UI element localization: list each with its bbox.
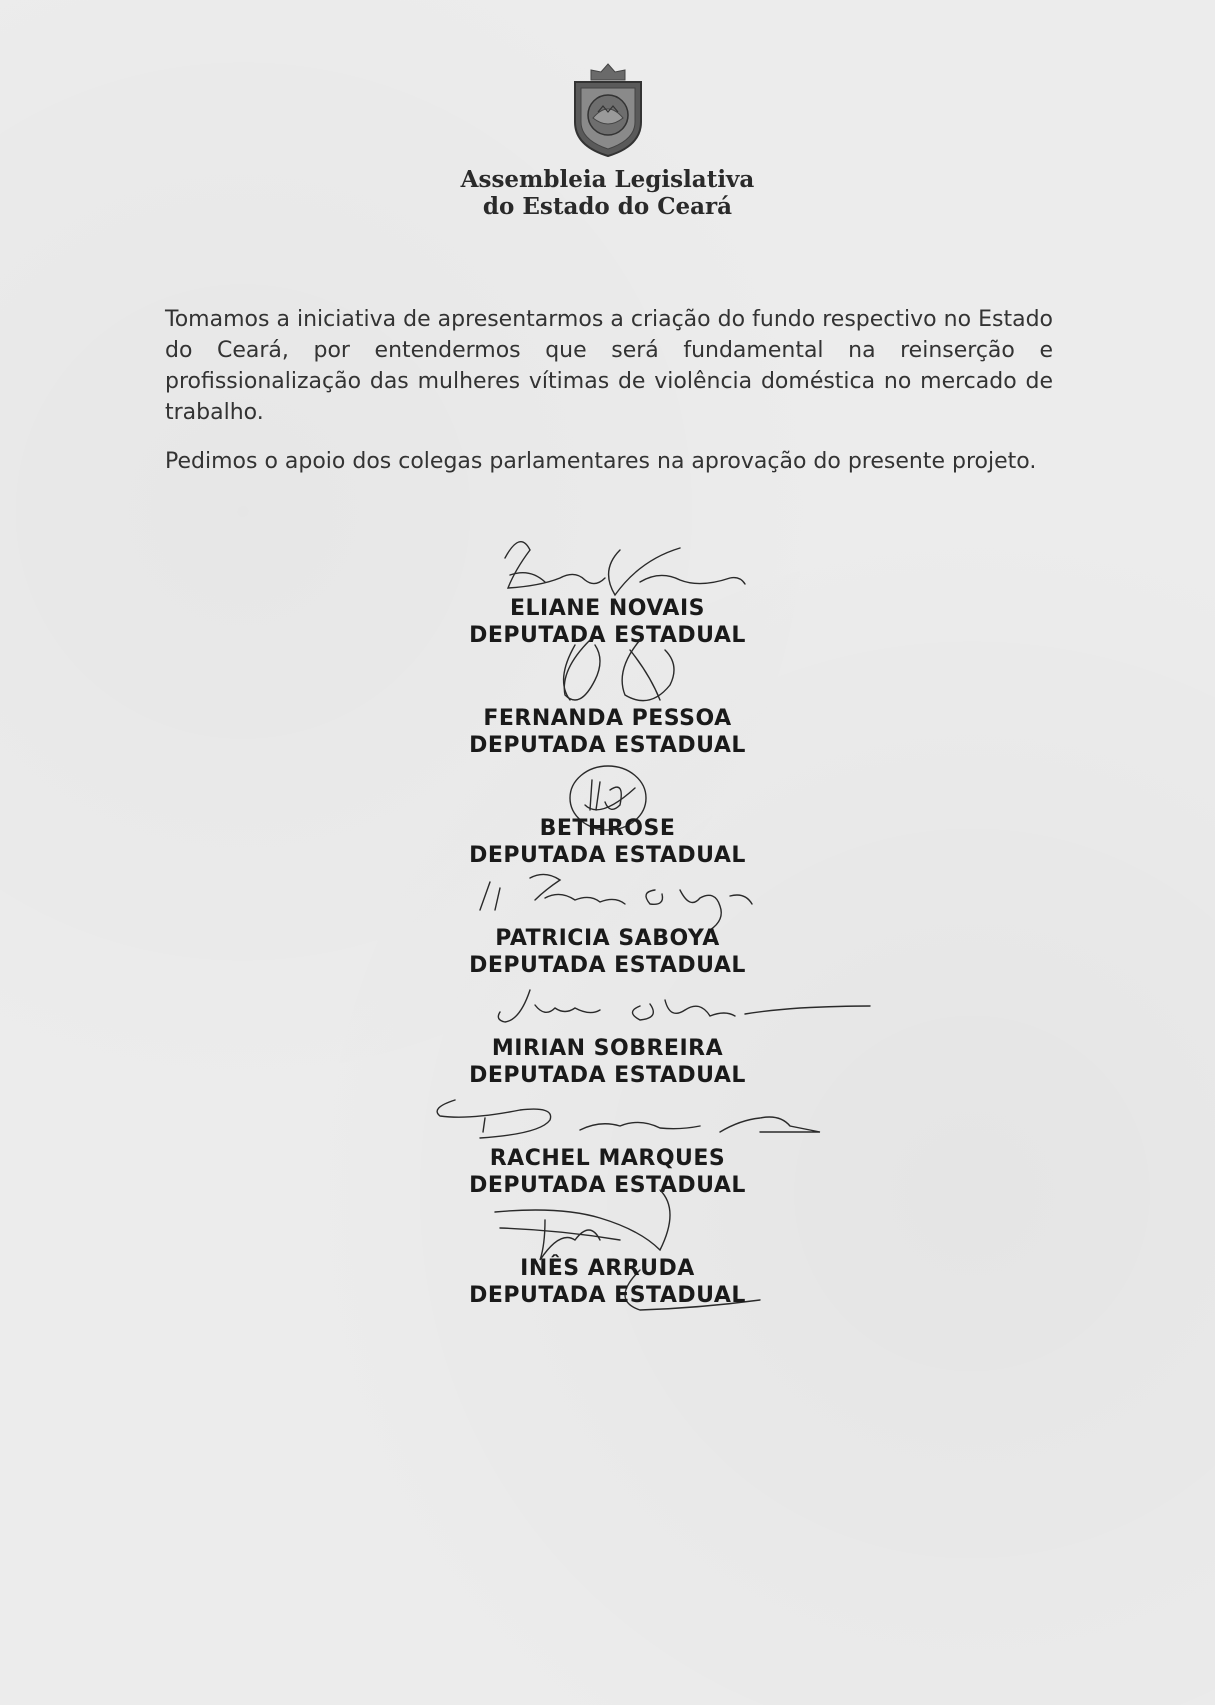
signatory-name: RACHEL MARQUES	[489, 1146, 726, 1171]
signatory-name: INÊS ARRUDA	[520, 1256, 695, 1281]
signature-block	[0, 870, 1215, 980]
signatory-title: DEPUTADA ESTADUAL	[469, 1283, 746, 1308]
signatory-name: BETHROSE	[539, 816, 676, 841]
paragraph: Tomamos a iniciativa de apresentarmos a criação do fundo respectivo no Estado do Ceará, por entendermos que será fundamental na reinserção e profissionalização das mulheres vítimas de violência doméstica no mercado de trabalho.	[165, 307, 1053, 425]
signatory-name: FERNANDA PESSOA	[483, 706, 732, 731]
paragraph: Pedimos o apoio dos colegas parlamentares na aprovação do presente projeto.	[165, 449, 1037, 474]
signatory-title: DEPUTADA ESTADUAL	[469, 1173, 746, 1198]
state-coat-of-arms-icon	[563, 60, 653, 160]
signatory-title: DEPUTADA ESTADUAL	[469, 1063, 746, 1088]
signatory-name: PATRICIA SABOYA	[495, 926, 720, 951]
letterhead	[0, 60, 1215, 220]
signatory-title: DEPUTADA ESTADUAL	[469, 843, 746, 868]
signature-block	[0, 540, 1215, 650]
signatory-title: DEPUTADA ESTADUAL	[469, 733, 746, 758]
signature-block	[0, 760, 1215, 870]
signature-block	[0, 650, 1215, 760]
signature-block	[0, 980, 1215, 1090]
signature-block	[0, 1090, 1215, 1200]
institution-name-line2: do Estado do Ceará	[482, 193, 733, 220]
signatory-title: DEPUTADA ESTADUAL	[469, 953, 746, 978]
signatory-name: MIRIAN SOBREIRA	[491, 1036, 724, 1061]
signatory-title: DEPUTADA ESTADUAL	[469, 623, 746, 648]
signature-block	[0, 1200, 1215, 1310]
justification-text	[165, 304, 1053, 495]
signatory-name: ELIANE NOVAIS	[510, 596, 705, 621]
institution-name-line1: Assembleia Legislativa	[460, 166, 755, 193]
